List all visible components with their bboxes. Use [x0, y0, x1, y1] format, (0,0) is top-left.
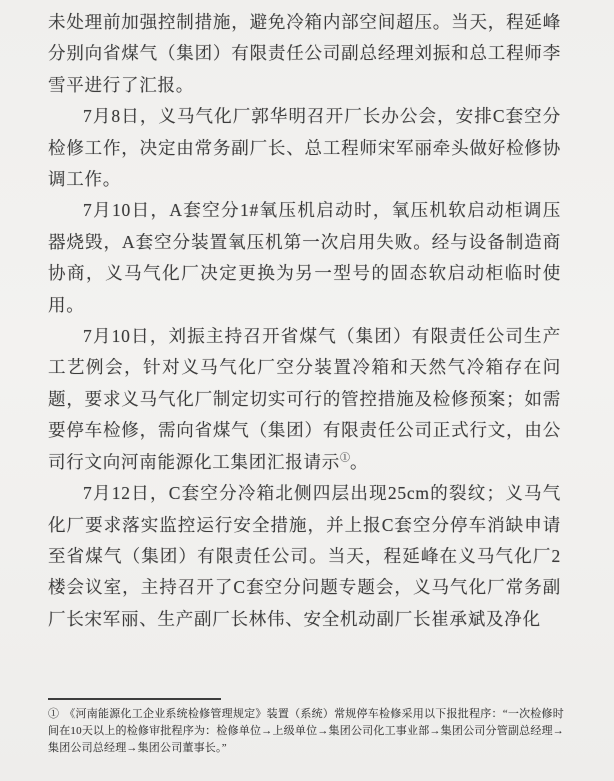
- footnote-marker: ①: [48, 707, 60, 720]
- footnote-text: [48, 706, 564, 757]
- footnote-separator: [48, 698, 221, 700]
- paragraph: 7月8日，义马气化厂郭华明召开厂长办公会，安排C套空分检修工作，决定由常务副厂长、总工程师宋军丽牵头做好检修协调工作。: [48, 106, 561, 190]
- footnote-body: 《河南能源化工企业系统检修管理规定》装置（系统）常规停车检修采用以下报批程序：“一次检修时间在10天以上的检修审批程序为：检修单位→上级单位→集团公司化工事业部→集团公司分管副总经理→集团公司总经理→集团公司董事长。”: [48, 707, 564, 754]
- paragraph: 7月10日，A套空分1#氧压机启动时，氧压机软启动柜调压器烧毁，A套空分装置氧压机第一次启用失败。经与设备制造商协商，义马气化厂决定更换为另一型号的固态软启动柜临时使用。: [48, 200, 561, 315]
- paragraph: 未处理前加强控制措施，避免冷箱内部空间超压。当天，程延峰分别向省煤气（集团）有限责任公司副总经理刘振和总工程师李雪平进行了汇报。: [48, 12, 561, 95]
- paragraph: 7月12日，C套空分冷箱北侧四层出现25cm的裂纹；义马气化厂要求落实监控运行安全措施，并上报C套空分停车消缺申请至省煤气（集团）有限责任公司。当天，程延峰在义马气化厂2楼会议室，主持召开了C套空分问题专题会，义马气化厂常务副厂长宋军丽、生产副厂长林伟、安全机动副厂长崔承斌及净化: [48, 483, 561, 629]
- document-body: [48, 7, 561, 635]
- paragraph: 7月10日，刘振主持召开省煤气（集团）有限责任公司生产工艺例会，针对义马气化厂空分装置冷箱和天然气冷箱存在问题，要求义马气化厂制定切实可行的管控措施及检修预案；如需要停车检修，需向省煤气（集团）有限责任公司正式行文，由公司行文向河南能源化工集团汇报请示①。: [48, 326, 561, 472]
- footnote: [48, 698, 564, 757]
- footnote-reference: ①: [340, 452, 350, 464]
